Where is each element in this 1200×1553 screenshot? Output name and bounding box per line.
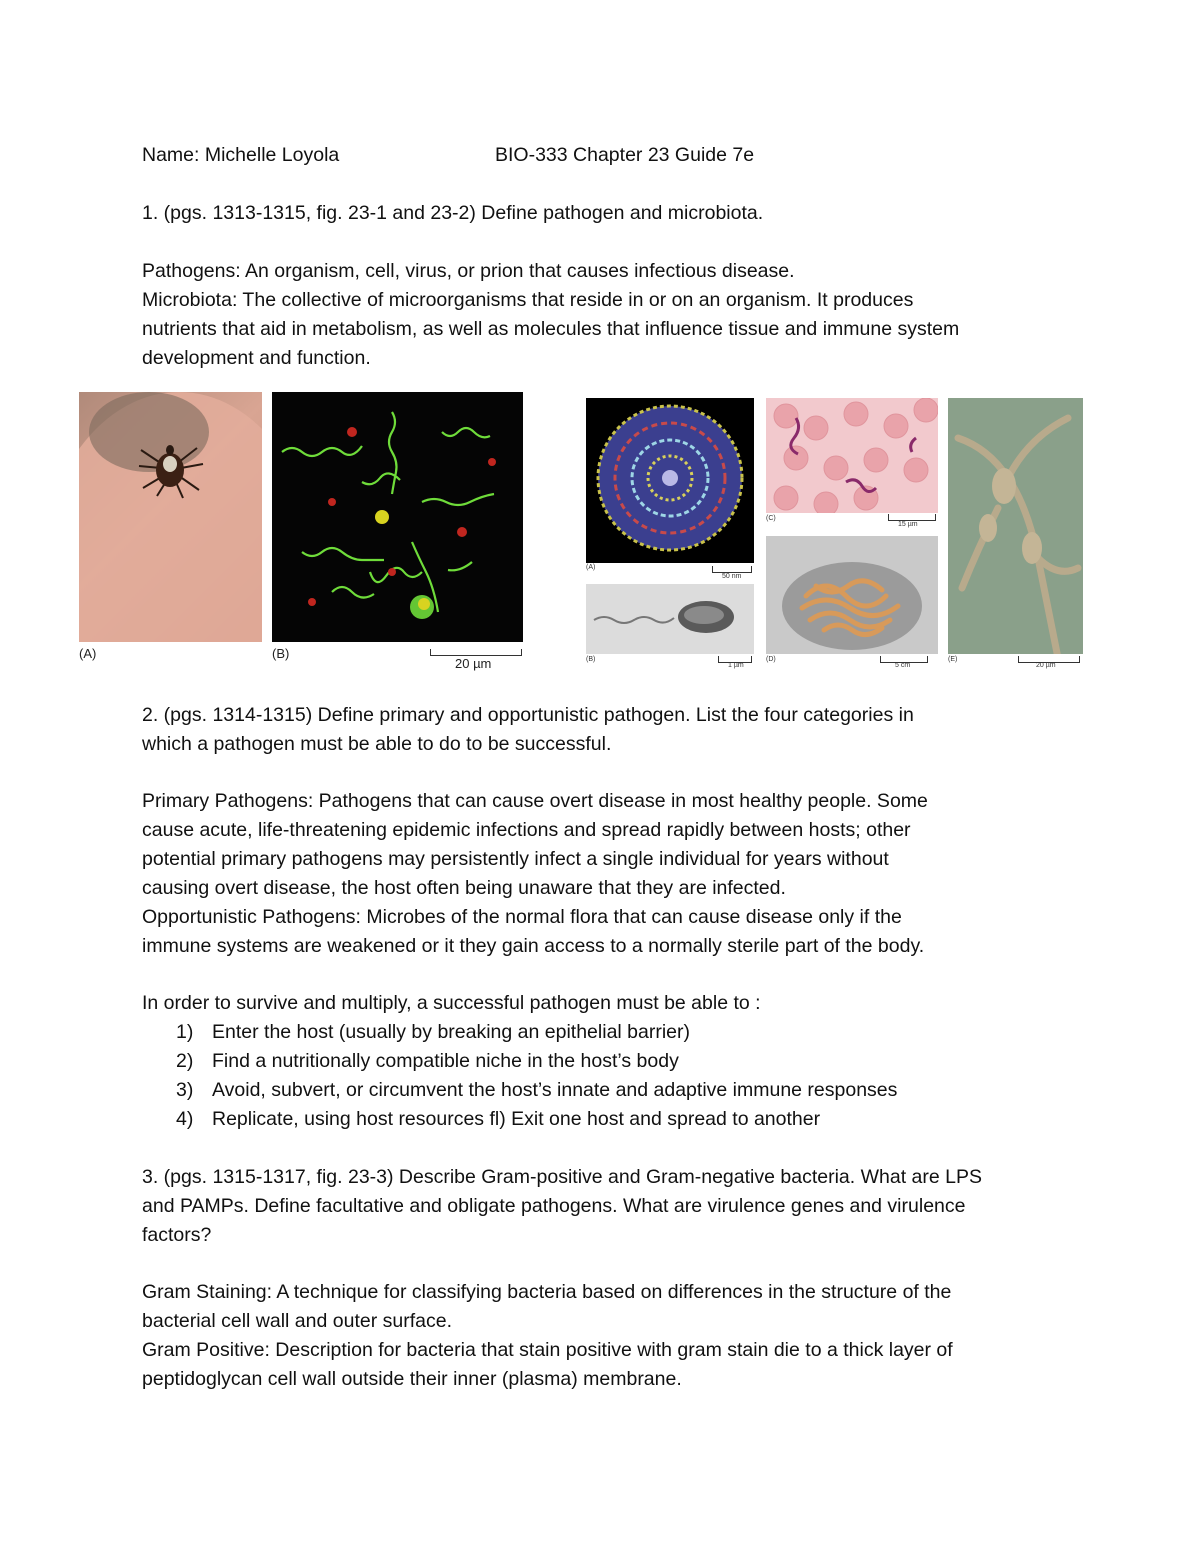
figure2-scale-e: 20 µm bbox=[1036, 662, 1056, 669]
list-item-number: 2) bbox=[176, 1050, 194, 1072]
gram-staining-line: Gram Staining: A technique for classifying bacteria based on differences in the structure of the bbox=[142, 1281, 952, 1303]
pathogen-steps-intro bbox=[142, 989, 1072, 1018]
list-item-text: Replicate, using host resources fl) Exit one host and spread to another bbox=[212, 1108, 821, 1130]
question-3-line: and PAMPs. Define facultative and obligate pathogens. What are virulence genes and virulence bbox=[142, 1195, 966, 1217]
trypanosome-blood-smear bbox=[766, 398, 938, 513]
opportunistic-pathogen-line: Opportunistic Pathogens: Microbes of the normal flora that can cause disease only if the bbox=[142, 906, 902, 928]
answer-2 bbox=[142, 787, 1072, 961]
figure2-scale-c: 15 µm bbox=[898, 521, 918, 528]
figure2-scale-bar-a bbox=[712, 566, 752, 573]
figure2-label-d: (D) bbox=[766, 656, 776, 663]
gram-positive-line: peptidoglycan cell wall outside their inner (plasma) membrane. bbox=[142, 1368, 682, 1390]
question-3 bbox=[142, 1163, 1072, 1250]
primary-pathogen-line: causing overt disease, the host often being unaware that they are infected. bbox=[142, 877, 786, 899]
question-3-line: 3. (pgs. 1315-1317, fig. 23-3) Describe Gram-positive and Gram-negative bacteria. What are LPS bbox=[142, 1166, 982, 1188]
list-item bbox=[142, 1105, 897, 1134]
tick-on-finger-photo bbox=[79, 392, 262, 642]
list-item-text: Enter the host (usually by breaking an epithelial barrier) bbox=[212, 1021, 691, 1043]
figure1-scale-bar bbox=[430, 649, 522, 656]
tapeworm-photo bbox=[766, 536, 938, 654]
figure2-label-e: (E) bbox=[948, 656, 958, 663]
figure1-label-b: (B) bbox=[272, 646, 290, 661]
answer-1 bbox=[142, 257, 1072, 373]
figure1-label-a: (A) bbox=[79, 646, 97, 661]
figure2-scale-d: 5 cm bbox=[895, 662, 911, 669]
blood-smear-art bbox=[766, 398, 938, 513]
tapeworm-art bbox=[766, 536, 938, 654]
opportunistic-pathogen-line: immune systems are weakened or it they gain access to a normally sterile part of the body. bbox=[142, 935, 925, 957]
list-item bbox=[142, 1047, 897, 1076]
list-item-number: 1) bbox=[176, 1021, 194, 1043]
microbiota-definition-line: development and function. bbox=[142, 347, 371, 369]
tick-photo-art bbox=[79, 392, 262, 642]
figure2-scale-bar-c bbox=[888, 514, 936, 521]
course-title: BIO-333 Chapter 23 Guide 7e bbox=[495, 144, 755, 166]
figure2-label-c: (C) bbox=[766, 515, 776, 522]
pathogen-definition: Pathogens: An organism, cell, virus, or prion that causes infectious disease. bbox=[142, 260, 795, 282]
fungus-micrograph bbox=[948, 398, 1083, 654]
list-item-number: 4) bbox=[176, 1108, 194, 1130]
question-2-line: 2. (pgs. 1314-1315) Define primary and opportunistic pathogen. List the four categories in bbox=[142, 704, 914, 726]
figure1-scale-label: 20 µm bbox=[455, 656, 492, 671]
question-3-line: factors? bbox=[142, 1224, 212, 1246]
virus-capsid-art bbox=[586, 398, 754, 563]
bacterium-art bbox=[586, 584, 754, 654]
list-item-text: Find a nutritionally compatible niche in the host’s body bbox=[212, 1050, 679, 1072]
pathogen-steps-intro-text: In order to survive and multiply, a successful pathogen must be able to : bbox=[142, 992, 761, 1014]
bacterium-micrograph bbox=[586, 584, 754, 654]
figure2-label-a: (A) bbox=[586, 564, 596, 571]
figure2-scale-a: 50 nm bbox=[722, 573, 742, 580]
figure2-scale-b: 1 µm bbox=[728, 662, 744, 669]
primary-pathogen-line: cause acute, life-threatening epidemic infections and spread rapidly between hosts; other bbox=[142, 819, 911, 841]
virus-capsid-image bbox=[586, 398, 754, 563]
microbiota-definition-line: nutrients that aid in metabolism, as well as molecules that influence tissue and immune system bbox=[142, 318, 960, 340]
list-item-number: 3) bbox=[176, 1079, 194, 1101]
answer-3 bbox=[142, 1278, 1072, 1394]
list-item bbox=[142, 1076, 897, 1105]
question-1-text: 1. (pgs. 1313-1315, fig. 23-1 and 23-2) Define pathogen and microbiota. bbox=[142, 202, 764, 224]
gram-staining-line: bacterial cell wall and outer surface. bbox=[142, 1310, 452, 1332]
list-item-text: Avoid, subvert, or circumvent the host’s innate and adaptive immune responses bbox=[212, 1079, 898, 1101]
fungus-art bbox=[948, 398, 1083, 654]
question-1 bbox=[142, 199, 1072, 228]
spirochete-art bbox=[272, 392, 523, 642]
question-2 bbox=[142, 701, 1072, 759]
spirochete-micrograph bbox=[272, 392, 523, 642]
microbiota-definition-line: Microbiota: The collective of microorganisms that reside in or on an organism. It produces bbox=[142, 289, 914, 311]
student-name: Name: Michelle Loyola bbox=[142, 144, 340, 166]
figure2-label-b: (B) bbox=[586, 656, 596, 663]
pathogen-steps-list bbox=[142, 1018, 897, 1134]
gram-positive-line: Gram Positive: Description for bacteria that stain positive with gram stain die to a thick layer of bbox=[142, 1339, 953, 1361]
primary-pathogen-line: Primary Pathogens: Pathogens that can cause overt disease in most healthy people. Some bbox=[142, 790, 928, 812]
question-2-line: which a pathogen must be able to do to be successful. bbox=[142, 733, 612, 755]
list-item bbox=[142, 1018, 897, 1047]
primary-pathogen-line: potential primary pathogens may persistently infect a single individual for years without bbox=[142, 848, 889, 870]
